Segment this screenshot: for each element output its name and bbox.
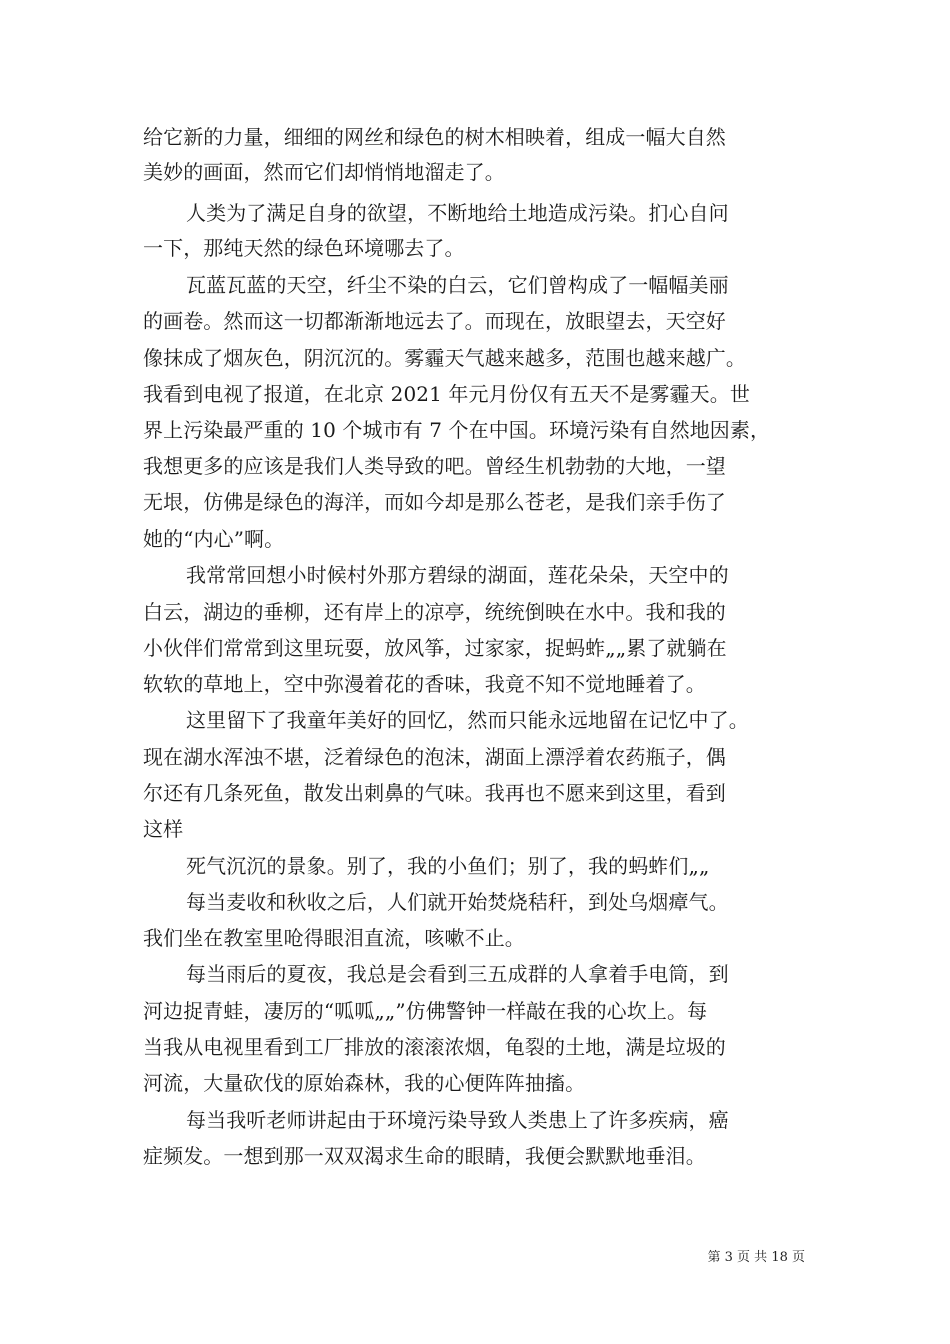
body-text-line: 界上污染最严重的 10 个城市有 7 个在中国。环境污染有自然地因素， [143, 418, 771, 442]
body-text-line: 尔还有几条死鱼，散发出刺鼻的气味。我再也不愿来到这里，看到 [143, 781, 726, 805]
body-text-line: 症频发。一想到那一双双渴求生命的眼睛，我便会默默地垂泪。 [143, 1144, 706, 1168]
paragraph-first-line: 每当雨后的夏夜，我总是会看到三五成群的人拿着手电筒，到 [186, 962, 729, 986]
body-text-line: 小伙伴们常常到这里玩耍，放风筝，过家家，捉蚂蚱„„累了就躺在 [143, 636, 727, 660]
body-text-line: 这样 [143, 817, 184, 841]
body-text-line: 软软的草地上，空中弥漫着花的香味，我竟不知不觉地睡着了。 [143, 672, 706, 696]
paragraph-first-line: 每当麦收和秋收之后，人们就开始焚烧秸秆，到处乌烟瘴气。 [186, 890, 729, 914]
body-text-line: 给它新的力量，细细的网丝和绿色的树木相映着，组成一幅大自然 [143, 125, 726, 149]
paragraph-first-line: 每当我听老师讲起由于环境污染导致人类患上了许多疾病，癌 [186, 1108, 729, 1132]
page-number-footer: 第 3 页 共 18 页 [707, 1250, 805, 1265]
paragraph-first-line: 人类为了满足自身的欲望，不断地给土地造成污染。扪心自问 [186, 201, 729, 225]
body-text-line: 我想更多的应该是我们人类导致的吧。曾经生机勃勃的大地，一望 [143, 454, 726, 478]
body-text-line: 我们坐在教室里呛得眼泪直流，咳嗽不止。 [143, 926, 525, 950]
body-text-line: 白云，湖边的垂柳，还有岸上的凉亭，统统倒映在水中。我和我的 [143, 600, 726, 624]
body-text-line: 河边捉青蛙，凄厉的“呱呱„„”仿佛警钟一样敲在我的心坎上。每 [143, 999, 708, 1023]
body-text-line: 当我从电视里看到工厂排放的滚滚浓烟，龟裂的土地，满是垃圾的 [143, 1035, 726, 1059]
paragraph-first-line: 死气沉沉的景象。别了，我的小鱼们；别了，我的蚂蚱们„„ [186, 854, 710, 878]
body-text-line: 无垠，仿佛是绿色的海洋，而如今却是那么苍老，是我们亲手伤了 [143, 490, 726, 514]
body-text-line: 的画卷。然而这一切都渐渐地远去了。而现在，放眼望去，天空好 [143, 309, 726, 333]
body-text-line: 她的“内心”啊。 [143, 527, 285, 551]
body-text-line: 河流，大量砍伐的原始森林，我的心便阵阵抽搐。 [143, 1071, 586, 1095]
body-text-line: 现在湖水浑浊不堪，泛着绿色的泡沫，湖面上漂浮着农药瓶子，偶 [143, 745, 726, 769]
body-text-line: 美妙的画面，然而它们却悄悄地溜走了。 [143, 160, 505, 184]
paragraph-first-line: 我常常回想小时候村外那方碧绿的湖面，莲花朵朵，天空中的 [186, 563, 729, 587]
body-text-line: 我看到电视了报道，在北京 2021 年元月份仅有五天不是雾霾天。世 [143, 382, 750, 406]
body-text-line: 像抹成了烟灰色，阴沉沉的。雾霾天气越来越多，范围也越来越广。 [143, 346, 746, 370]
body-text-line: 一下，那纯天然的绿色环境哪去了。 [143, 236, 465, 260]
paragraph-first-line: 瓦蓝瓦蓝的天空，纤尘不染的白云，它们曾构成了一幅幅美丽 [186, 273, 729, 297]
paragraph-first-line: 这里留下了我童年美好的回忆，然而只能永远地留在记忆中了。 [186, 708, 749, 732]
